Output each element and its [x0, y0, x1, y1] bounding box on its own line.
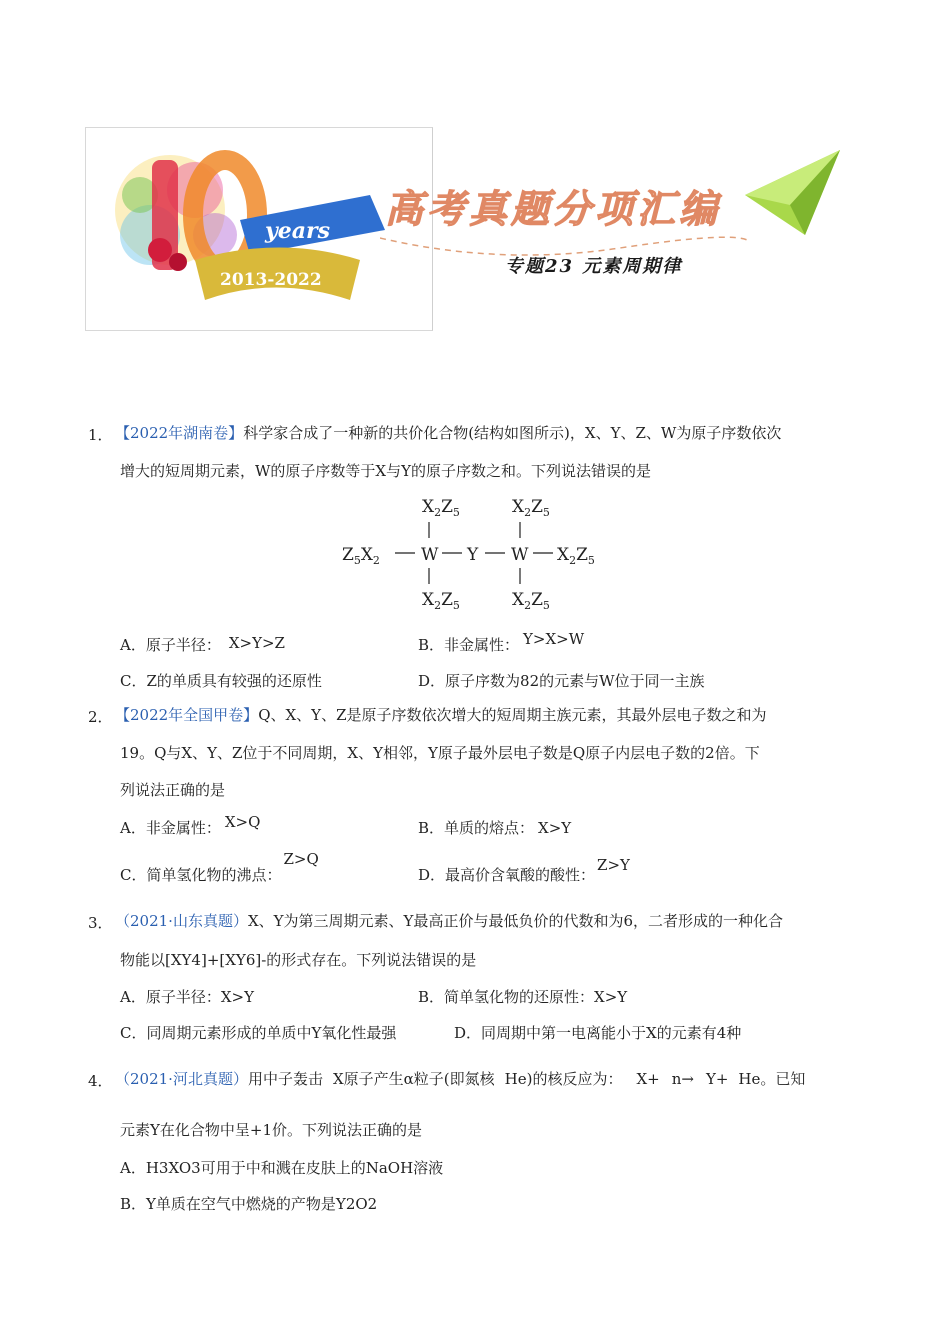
- question-text: Q、X、Y、Z是原子序数依次增大的短周期主族元素，其最外层电子数之和为: [258, 706, 767, 724]
- svg-text:X2Z5: $X_2Z_5$: [512, 497, 550, 519]
- svg-text:X2Z5: $X_2Z_5$: [422, 497, 460, 519]
- question-source: （2021·河北真题）: [115, 1070, 248, 1088]
- option-b[interactable]: B．非金属性： Y>X>W: [418, 630, 585, 654]
- question-source: （2021·山东真题）: [115, 912, 248, 930]
- option-b[interactable]: B．Y单质在空气中燃烧的产物是Y2O2: [120, 1195, 378, 1213]
- logo-years-text: years: [265, 218, 331, 244]
- paper-plane-icon: [745, 150, 840, 240]
- svg-text:X2Z5: $X_2Z_5$: [512, 590, 550, 612]
- question-number: 1．: [88, 426, 113, 444]
- question-3-line1: [115, 912, 875, 930]
- structure-formula: [340, 490, 610, 615]
- option-d[interactable]: D．最高价含氧酸的酸性：Z>Y: [418, 856, 630, 884]
- option-c[interactable]: C．Z的单质具有较强的还原性: [120, 672, 322, 690]
- svg-text:W: W: [511, 545, 529, 565]
- question-source: 【2022年全国甲卷】: [115, 706, 259, 724]
- option-a[interactable]: A．原子半径：X>Y: [120, 988, 254, 1006]
- question-1-line1: [115, 424, 875, 442]
- option-b[interactable]: B．单质的熔点： X>Y: [418, 819, 572, 837]
- question-4-line1: （2021·河北真题）用中子轰击 X原子产生α粒子(即氮核 He)的核反应为： X+ n→ Y+ He。已知: [115, 1070, 806, 1088]
- question-number: 4．: [88, 1072, 113, 1090]
- option-d[interactable]: D．原子序数为82的元素与W位于同一主族: [418, 672, 705, 690]
- question-2-line1: [115, 706, 875, 724]
- svg-text:X2Z5: $X_2Z_5$: [422, 590, 460, 612]
- ten-years-logo: [100, 140, 400, 310]
- question-number: 3．: [88, 914, 113, 932]
- svg-text:X2Z5: $X_2Z_5$: [557, 545, 595, 567]
- banner-subtitle: 专题23 元素周期律: [505, 256, 683, 277]
- option-a[interactable]: A．原子半径： X>Y>Z: [120, 634, 285, 654]
- question-4-line2: 元素Y在化合物中呈+1价。下列说法正确的是: [120, 1121, 423, 1139]
- question-number: 2．: [88, 708, 113, 726]
- option-a[interactable]: A．非金属性： X>Q: [120, 813, 261, 837]
- option-b[interactable]: B．简单氢化物的还原性：X>Y: [418, 988, 628, 1006]
- question-text: X、Y为第三周期元素、Y最高正价与最低负价的代数和为6，二者形成的一种化合: [247, 912, 783, 930]
- option-c[interactable]: C．简单氢化物的沸点：Z>Q: [120, 850, 319, 884]
- question-source: 【2022年湖南卷】: [115, 424, 244, 442]
- option-c[interactable]: C．同周期元素形成的单质中Y氧化性最强: [120, 1024, 397, 1042]
- banner-title: 高考真题分项汇编: [385, 186, 722, 231]
- svg-text:W: W: [421, 545, 439, 565]
- option-d[interactable]: D．同周期中第一电离能小于X的元素有4种: [454, 1024, 742, 1042]
- option-a[interactable]: A．H3XO3可用于中和溅在皮肤上的NaOH溶液: [120, 1159, 444, 1177]
- question-1-line2: 增大的短周期元素，W的原子序数等于X与Y的原子序数之和。下列说法错误的是: [120, 462, 652, 480]
- question-2-line3: 列说法正确的是: [120, 781, 226, 799]
- question-2-line2: 19。Q与X、Y、Z位于不同周期，X、Y相邻，Y原子最外层电子数是Q原子内层电子数的2倍。下: [120, 744, 760, 762]
- svg-text:Y: Y: [467, 545, 479, 565]
- question-text: 科学家合成了一种新的共价化合物(结构如图所示)，X、Y、Z、W为原子序数依次: [243, 424, 782, 442]
- question-3-line2: 物能以[XY4]+[XY6]-的形式存在。下列说法错误的是: [120, 951, 477, 969]
- svg-text:Z5X2: $Z_5X_2$: [342, 545, 380, 567]
- logo-range-text: 2013-2022: [220, 270, 322, 290]
